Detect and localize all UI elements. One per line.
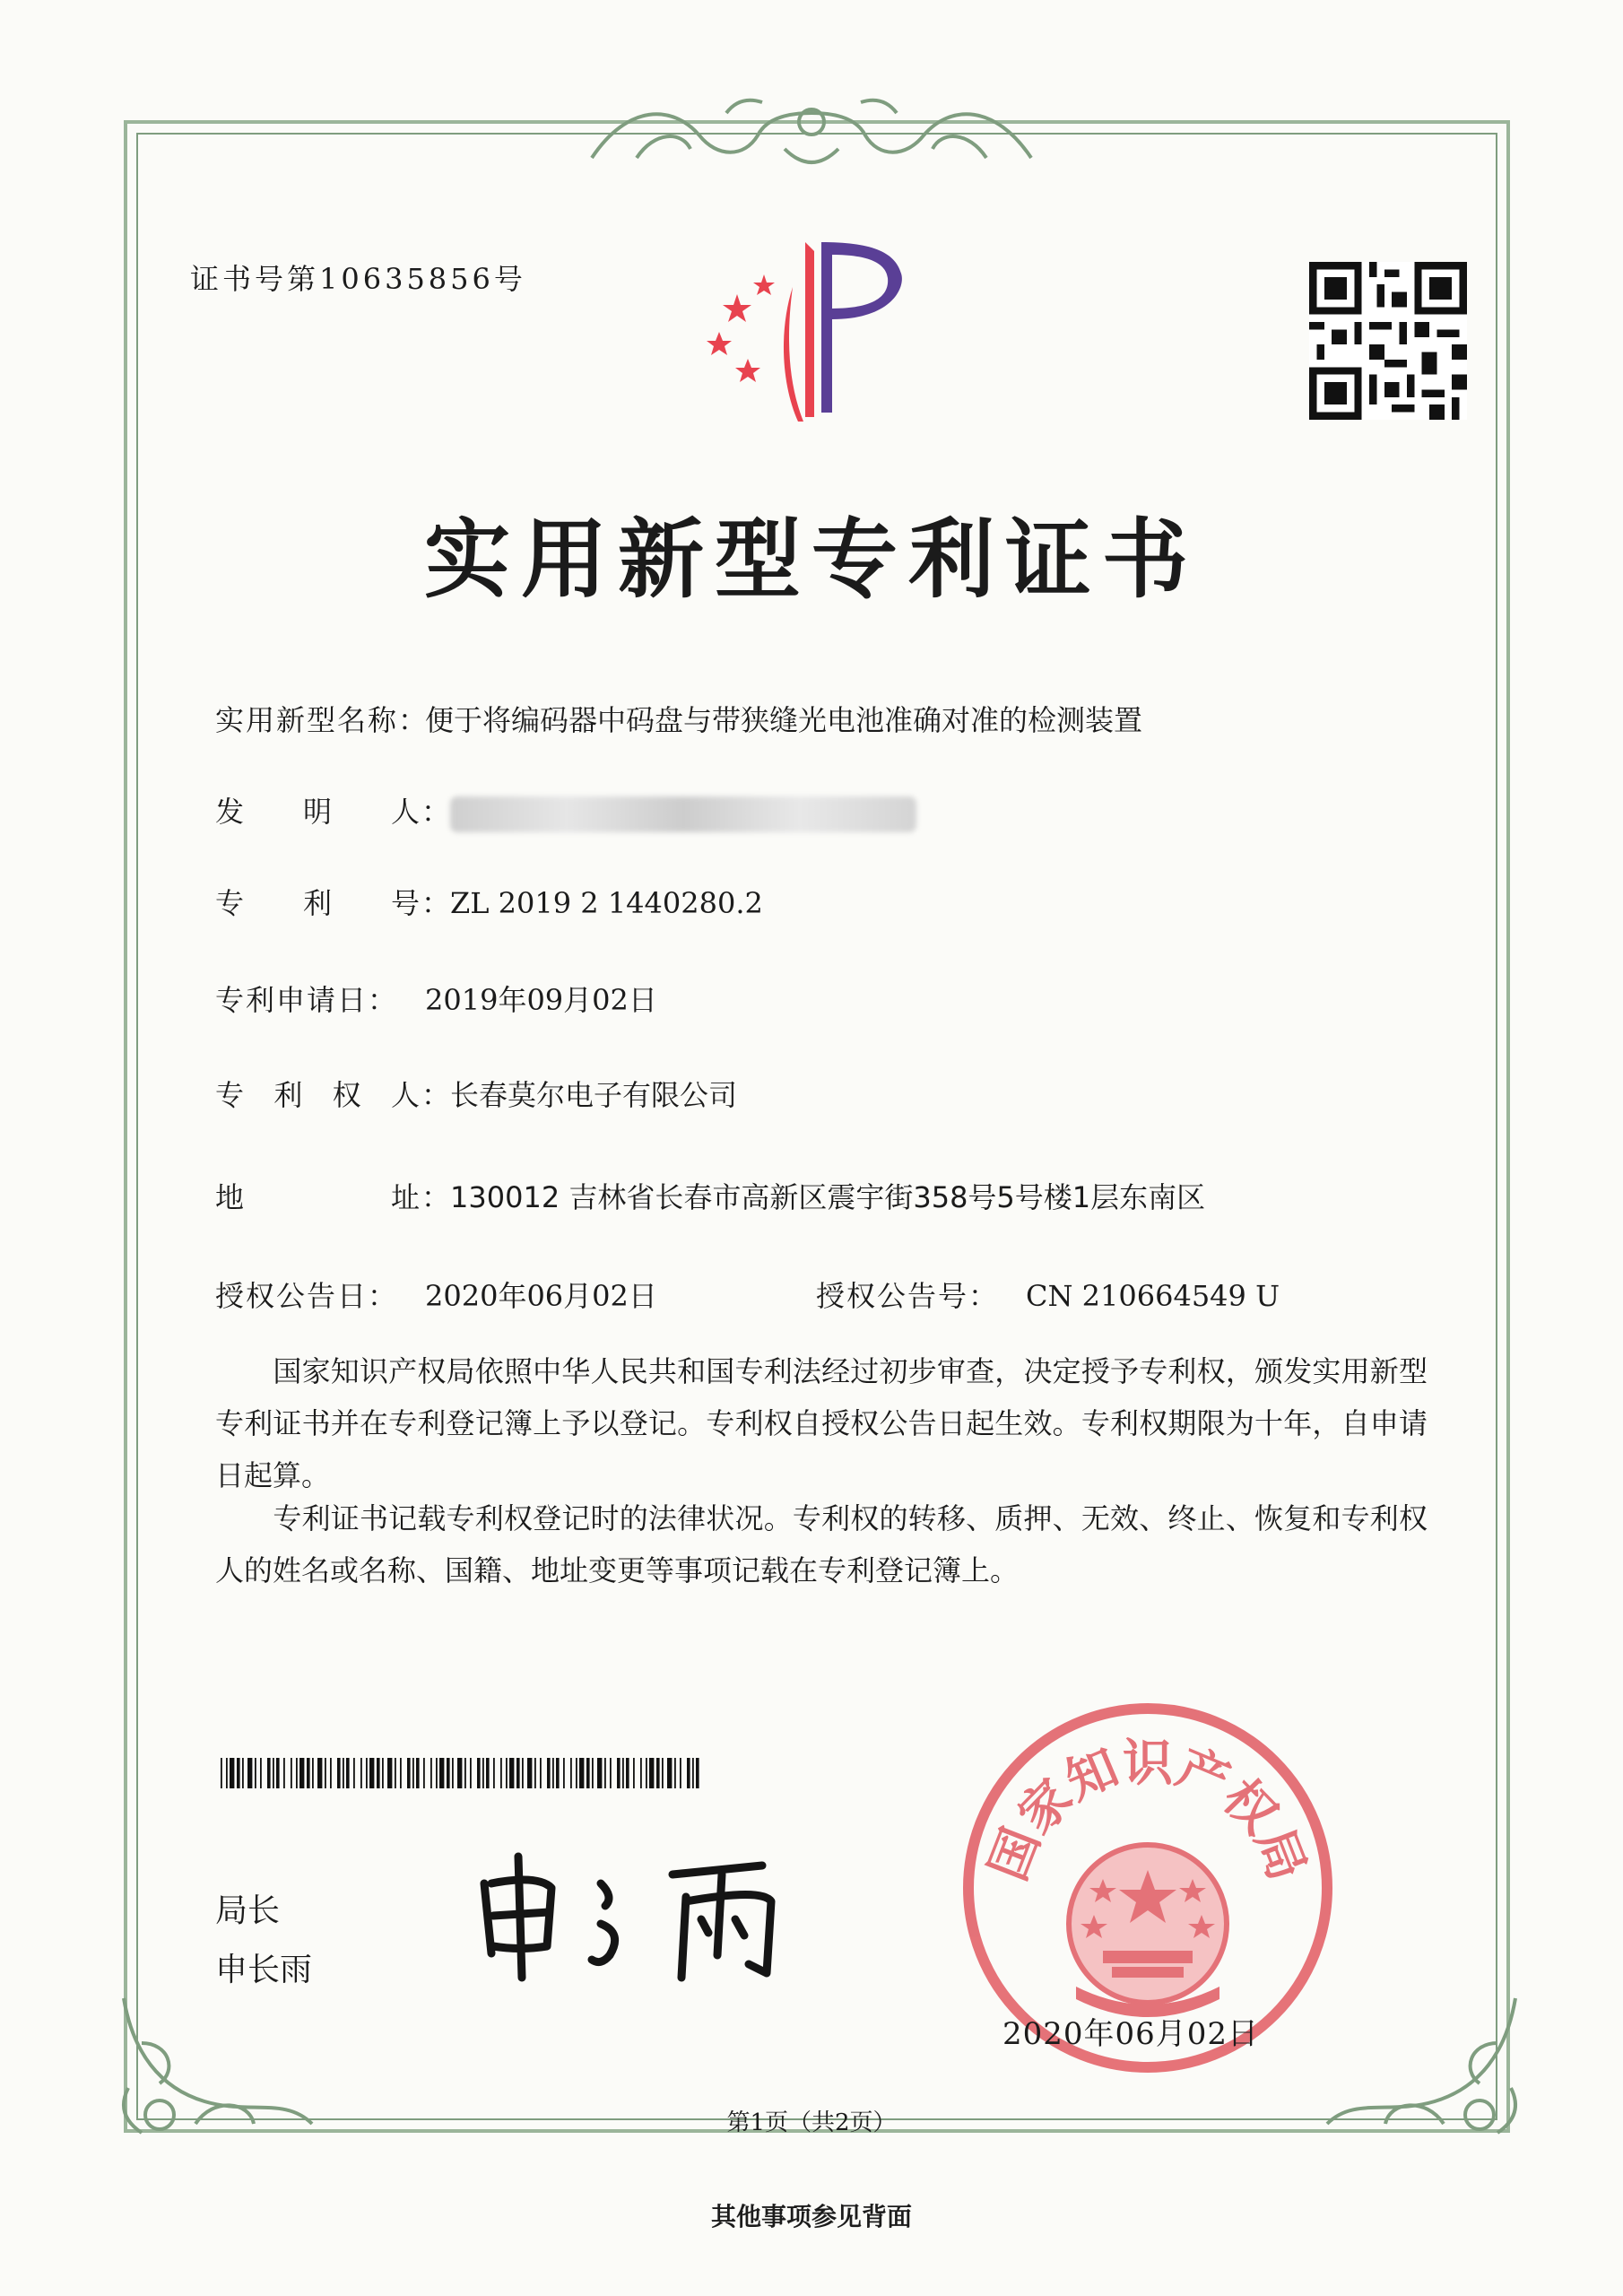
application-date-value: 2019年09月02日 [425, 983, 657, 1017]
body-paragraph-2: 专利证书记载专利权登记时的法律状况。专利权的转移、质押、无效、终止、恢复和专利权人的姓名或名称、国籍、地址变更等事项记载在专利登记簿上。 [215, 1501, 1428, 1587]
qr-code-icon [1309, 262, 1467, 420]
address-row: 地 址 ：130012 吉林省长春市高新区震宇街358号5号楼1层东南区 [215, 1175, 1205, 1216]
utility-name-row [215, 698, 1142, 739]
utility-name-value: 便于将编码器中码盘与带狭缝光电池准确对准的检测装置 [425, 703, 1143, 737]
grant-date-value: 2020年06月02日 [425, 1279, 657, 1313]
footer-note: 其他事项参见背面 [710, 2202, 912, 2231]
director-signature [466, 1848, 843, 1982]
seal-date: 2020年06月02日 [1002, 2016, 1260, 2052]
inventor-label: 发 明 人 [215, 795, 421, 829]
patent-number-row: 专 利 号 ：ZL 2019 2 1440280.2 [215, 881, 763, 922]
grant-date-label: 授权公告日： [215, 1279, 399, 1313]
cnipa-logo-icon [699, 233, 933, 430]
grant-number-value: CN 210664549 U [1026, 1279, 1280, 1313]
seal-text: 国家知识产权局 [978, 1735, 1317, 1889]
grant-number-row [816, 1274, 1280, 1315]
address-value: 130012 吉林省长春市高新区震宇街358号5号楼1层东南区 [450, 1180, 1206, 1214]
patent-number-value: ZL 2019 2 1440280.2 [450, 886, 763, 920]
certificate-number: 证书号第10635856号 [190, 262, 526, 296]
patentee-row: 专 利 权 人 ：长春莫尔电子有限公司 [215, 1073, 737, 1114]
application-date-row [215, 978, 657, 1019]
address-label: 地 址 [215, 1180, 421, 1214]
top-ornament-icon [574, 86, 1049, 185]
patentee-label: 专 利 权 人 [215, 1078, 421, 1112]
certificate-title: 实用新型专利证书 [424, 509, 1199, 610]
page-indicator: 第1页（共2页） [726, 2109, 897, 2136]
barcode-icon [221, 1758, 705, 1788]
inventor-row: 发 明 人 ： [215, 789, 916, 832]
director-name: 申长雨 [215, 1952, 313, 1988]
director-title: 局长 [215, 1892, 281, 1929]
redacted-inventor-names [450, 796, 916, 832]
patent-number-label: 专 利 号 [215, 886, 421, 920]
grant-date-row [215, 1274, 657, 1315]
application-date-label: 专利申请日： [215, 983, 399, 1017]
utility-name-label: 实用新型名称： [215, 703, 430, 737]
patentee-value: 长春莫尔电子有限公司 [450, 1078, 738, 1112]
body-paragraph-1: 国家知识产权局依照中华人民共和国专利法经过初步审查，决定授予专利权，颁发实用新型专利证书并在专利登记簿上予以登记。专利权自授权公告日起生效。专利权期限为十年，自申请日起算。 [215, 1354, 1428, 1492]
grant-number-label: 授权公告号： [816, 1279, 1000, 1313]
